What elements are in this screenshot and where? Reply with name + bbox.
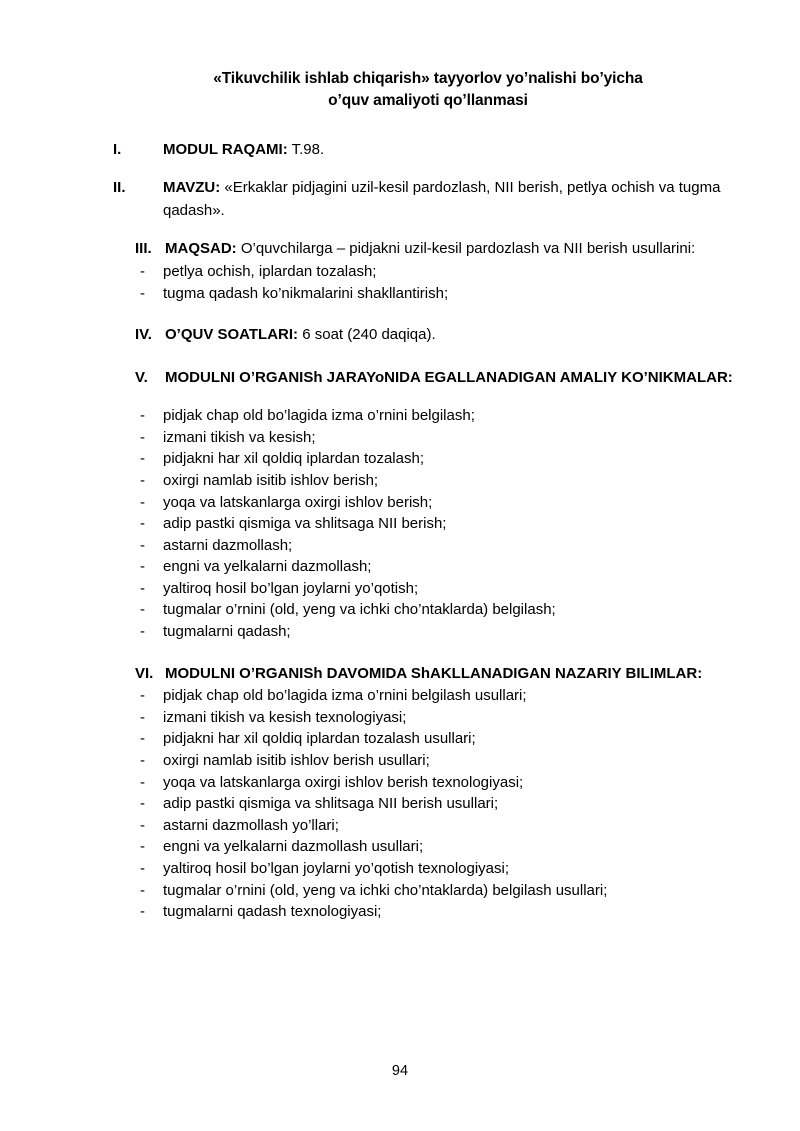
list-item xyxy=(113,815,743,837)
section-oquv-soatlari-value: 6 soat (240 daqiqa). xyxy=(298,326,436,344)
document-title-line-1: «Tikuvchilik ishlab chiqarish» tayyorlov yo’nalishi bo’yicha xyxy=(213,70,643,87)
list-item xyxy=(113,621,743,643)
dash-icon: - xyxy=(140,493,145,511)
list-item xyxy=(113,728,743,750)
dash-icon: - xyxy=(140,601,145,619)
section-mavzu xyxy=(113,177,743,222)
dash-icon: - xyxy=(140,859,145,877)
dash-icon: - xyxy=(140,773,145,791)
list-item-text: adip pastki qismiga va shlitsaga NII berish usullari; xyxy=(163,795,499,813)
document-title-line-2: o’quv amaliyoti qo’llanmasi xyxy=(328,92,528,110)
section-maqsad xyxy=(113,238,743,261)
section-numeral-i: I. xyxy=(113,140,122,158)
list-item-text: adip pastki qismiga va shlitsaga NII berish; xyxy=(163,515,447,533)
list-item-text: petlya ochish, iplardan tozalash; xyxy=(163,262,377,280)
list-item xyxy=(113,772,743,794)
list-item xyxy=(113,880,743,902)
nazariy-bilimlar-list xyxy=(113,685,743,923)
maqsad-list xyxy=(113,261,743,304)
section-numeral-v: V. xyxy=(135,368,148,386)
list-item xyxy=(113,427,743,449)
list-item-text: yoqa va latskanlarga oxirgi ishlov berish; xyxy=(163,493,433,511)
page-number: 94 xyxy=(391,1063,409,1079)
list-item xyxy=(113,513,743,535)
section-modul-raqami-body xyxy=(163,139,743,162)
list-item-text: izmani tikish va kesish; xyxy=(163,428,316,446)
dash-icon: - xyxy=(140,838,145,856)
list-item xyxy=(113,901,743,923)
section-amaliy-konikmalar-heading: MODULNI O’RGANISh JARAYoNIDA EGALLANADIGAN AMALIY KO’NIKMALAR: xyxy=(165,368,733,386)
list-item-text: astarni dazmollash; xyxy=(163,536,293,554)
dash-icon: - xyxy=(140,795,145,813)
list-item-text: yoqa va latskanlarga oxirgi ishlov berish texnologiyasi; xyxy=(163,773,524,791)
section-nazariy-bilimlar xyxy=(113,663,743,686)
section-modul-raqami-label: MODUL RAQAMI: xyxy=(163,140,288,158)
list-item xyxy=(113,492,743,514)
list-item xyxy=(113,836,743,858)
list-item-text: oxirgi namlab isitib ishlov berish; xyxy=(163,471,379,489)
section-numeral-iii: III. xyxy=(135,240,152,258)
list-item-text: pidjak chap old bo’lagida izma o’rnini belgilash; xyxy=(163,407,475,425)
list-item xyxy=(113,858,743,880)
dash-icon: - xyxy=(140,751,145,769)
dash-icon: - xyxy=(140,407,145,425)
section-numeral-iv: IV. xyxy=(135,326,152,344)
dash-icon: - xyxy=(140,623,145,641)
list-item xyxy=(113,535,743,557)
list-item-text: tugmalarni qadash; xyxy=(163,623,291,641)
list-item-text: pidjakni har xil qoldiq iplardan tozalash; xyxy=(163,450,424,468)
list-item xyxy=(113,556,743,578)
dash-icon: - xyxy=(140,558,145,576)
list-item xyxy=(113,283,743,305)
list-item xyxy=(113,470,743,492)
section-oquv-soatlari-body xyxy=(165,324,743,347)
list-item-text: engni va yelkalarni dazmollash; xyxy=(163,558,372,576)
list-item-text: tugmalarni qadash texnologiyasi; xyxy=(163,903,382,921)
section-maqsad-label: MAQSAD: xyxy=(165,240,237,258)
list-item xyxy=(113,707,743,729)
section-mavzu-label: MAVZU: xyxy=(163,179,221,197)
dash-icon: - xyxy=(140,687,145,705)
dash-icon: - xyxy=(140,471,145,489)
list-item-text: yaltiroq hosil bo’lgan joylarni yo’qotish texnologiyasi; xyxy=(163,859,510,877)
list-item-text: oxirgi namlab isitib ishlov berish usullari; xyxy=(163,751,430,769)
dash-icon: - xyxy=(140,450,145,468)
dash-icon: - xyxy=(140,515,145,533)
section-numeral-vi: VI. xyxy=(135,664,154,682)
list-item xyxy=(113,261,743,283)
list-item xyxy=(113,750,743,772)
list-item-text: tugmalar o’rnini (old, yeng va ichki cho’ntaklarda) belgilash; xyxy=(163,601,556,619)
section-amaliy-konikmalar xyxy=(113,367,743,390)
list-item xyxy=(113,448,743,470)
list-item-text: astarni dazmollash yo’llari; xyxy=(163,816,339,834)
section-mavzu-body xyxy=(163,177,743,222)
list-item xyxy=(113,685,743,707)
section-nazariy-bilimlar-heading: MODULNI O’RGANISh DAVOMIDA ShAKLLANADIGAN NAZARIY BILIMLAR: xyxy=(165,664,703,682)
dash-icon: - xyxy=(140,816,145,834)
list-item xyxy=(113,578,743,600)
list-item xyxy=(113,405,743,427)
section-mavzu-value: «Erkaklar pidjagini uzil-kesil pardozlash, NII berish, petlya ochish va tugma qadash». xyxy=(163,179,721,219)
list-item xyxy=(113,599,743,621)
amaliy-konikmalar-list xyxy=(113,405,743,643)
dash-icon: - xyxy=(140,284,145,302)
section-maqsad-value: O’quvchilarga – pidjakni uzil-kesil pardozlash va NII berish usullarini: xyxy=(236,240,696,258)
dash-icon: - xyxy=(140,262,145,280)
list-item xyxy=(113,793,743,815)
section-oquv-soatlari xyxy=(113,324,743,347)
document-body xyxy=(113,68,743,923)
dash-icon: - xyxy=(140,428,145,446)
document-title xyxy=(113,68,743,113)
dash-icon: - xyxy=(140,730,145,748)
list-item-text: engni va yelkalarni dazmollash usullari; xyxy=(163,838,424,856)
section-numeral-ii: II. xyxy=(113,179,126,197)
dash-icon: - xyxy=(140,536,145,554)
list-item-text: yaltiroq hosil bo’lgan joylarni yo’qotish; xyxy=(163,579,419,597)
dash-icon: - xyxy=(140,708,145,726)
dash-icon: - xyxy=(140,903,145,921)
list-item-text: tugmalar o’rnini (old, yeng va ichki cho’ntaklarda) belgilash usullari; xyxy=(163,881,608,899)
dash-icon: - xyxy=(140,881,145,899)
section-modul-raqami xyxy=(113,139,743,162)
section-maqsad-body xyxy=(110,238,743,261)
list-item-text: izmani tikish va kesish texnologiyasi; xyxy=(163,708,407,726)
list-item-text: pidjak chap old bo’lagida izma o’rnini belgilash usullari; xyxy=(163,687,527,705)
list-item-text: pidjakni har xil qoldiq iplardan tozalash usullari; xyxy=(163,730,476,748)
section-modul-raqami-value: T.98. xyxy=(287,140,325,158)
section-oquv-soatlari-label: O’QUV SOATLARI: xyxy=(165,326,299,344)
dash-icon: - xyxy=(140,579,145,597)
list-item-text: tugma qadash ko’nikmalarini shakllantirish; xyxy=(163,284,449,302)
